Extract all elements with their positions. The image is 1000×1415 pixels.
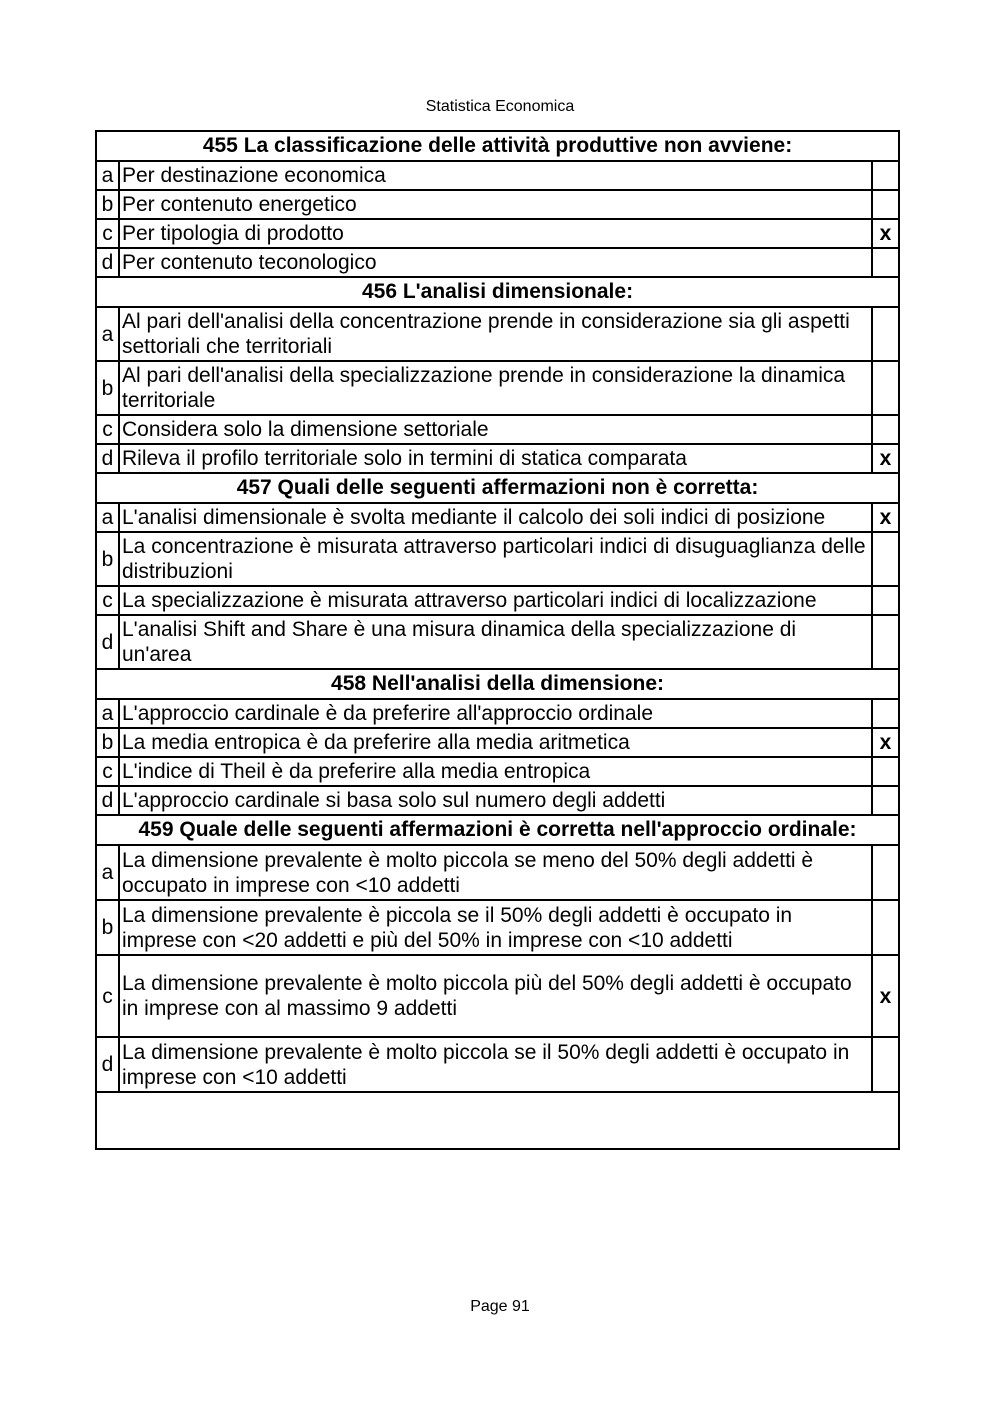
correct-mark — [872, 161, 899, 190]
answer-letter: b — [96, 728, 119, 757]
answer-letter: c — [96, 219, 119, 248]
correct-mark: x — [872, 503, 899, 532]
answer-row — [96, 503, 899, 532]
correct-mark — [872, 900, 899, 955]
answer-letter: c — [96, 415, 119, 444]
answer-text: La dimensione prevalente è molto piccola più del 50% degli addetti è occupato in imprese con al massimo 9 addetti — [119, 955, 872, 1037]
correct-mark: x — [872, 444, 899, 473]
answer-row — [96, 307, 899, 361]
answer-letter: a — [96, 845, 119, 900]
answer-row — [96, 786, 899, 815]
answer-letter: c — [96, 586, 119, 615]
answer-text: La dimensione prevalente è molto piccola se il 50% degli addetti è occupato in imprese con <10 addetti — [119, 1037, 872, 1092]
answer-row — [96, 161, 899, 190]
answer-text: Considera solo la dimensione settoriale — [119, 415, 872, 444]
answer-text: Per destinazione economica — [119, 161, 872, 190]
correct-mark — [872, 248, 899, 277]
answer-row — [96, 190, 899, 219]
answer-text: Per contenuto teconologico — [119, 248, 872, 277]
question-title: 456 L'analisi dimensionale: — [96, 277, 899, 307]
question-title: 459 Quale delle seguenti affermazioni è corretta nell'approccio ordinale: — [96, 815, 899, 845]
correct-mark — [872, 307, 899, 361]
correct-mark — [872, 699, 899, 728]
correct-mark — [872, 786, 899, 815]
page-footer: Page 91 — [470, 1298, 530, 1315]
answer-letter: d — [96, 1037, 119, 1092]
answer-letter: b — [96, 361, 119, 415]
answer-row — [96, 444, 899, 473]
answer-row — [96, 586, 899, 615]
answer-text: Per contenuto energetico — [119, 190, 872, 219]
correct-mark — [872, 845, 899, 900]
question-table — [95, 130, 900, 1150]
answer-letter: b — [96, 190, 119, 219]
answer-letter: b — [96, 900, 119, 955]
empty-row — [96, 1092, 899, 1149]
correct-mark — [872, 615, 899, 669]
answer-letter: b — [96, 532, 119, 586]
answer-row — [96, 532, 899, 586]
answer-row — [96, 248, 899, 277]
answer-row — [96, 1037, 899, 1092]
answer-row — [96, 757, 899, 786]
answer-row — [96, 361, 899, 415]
answer-text: La media entropica è da preferire alla media aritmetica — [119, 728, 872, 757]
correct-mark — [872, 1037, 899, 1092]
page-header: Statistica Economica — [425, 98, 575, 115]
answer-row — [96, 955, 899, 1037]
correct-mark: x — [872, 728, 899, 757]
answer-letter: d — [96, 786, 119, 815]
answer-letter: c — [96, 955, 119, 1037]
answer-row — [96, 728, 899, 757]
correct-mark — [872, 757, 899, 786]
answer-letter: d — [96, 444, 119, 473]
question-row — [96, 815, 899, 845]
correct-mark — [872, 190, 899, 219]
answer-row — [96, 845, 899, 900]
answer-text: Al pari dell'analisi della specializzazione prende in considerazione la dinamica territoriale — [119, 361, 872, 415]
answer-letter: a — [96, 699, 119, 728]
answer-row — [96, 699, 899, 728]
correct-mark — [872, 586, 899, 615]
answer-letter: a — [96, 161, 119, 190]
correct-mark: x — [872, 955, 899, 1037]
answer-text: L'analisi Shift and Share è una misura dinamica della specializzazione di un'area — [119, 615, 872, 669]
question-title: 458 Nell'analisi della dimensione: — [96, 669, 899, 699]
answer-text: Rileva il profilo territoriale solo in termini di statica comparata — [119, 444, 872, 473]
question-title: 457 Quali delle seguenti affermazioni non è corretta: — [96, 473, 899, 503]
question-row — [96, 473, 899, 503]
answer-text: La specializzazione è misurata attraverso particolari indici di localizzazione — [119, 586, 872, 615]
answer-letter: c — [96, 757, 119, 786]
answer-text: L'analisi dimensionale è svolta mediante il calcolo dei soli indici di posizione — [119, 503, 872, 532]
correct-mark — [872, 532, 899, 586]
question-row — [96, 277, 899, 307]
question-row — [96, 131, 899, 161]
empty-cell — [96, 1092, 899, 1149]
answer-row — [96, 615, 899, 669]
question-row — [96, 669, 899, 699]
answer-text: Al pari dell'analisi della concentrazione prende in considerazione sia gli aspetti settoriali che territoriali — [119, 307, 872, 361]
answer-letter: a — [96, 503, 119, 532]
answer-letter: a — [96, 307, 119, 361]
answer-text: La dimensione prevalente è molto piccola se meno del 50% degli addetti è occupato in imprese con <10 addetti — [119, 845, 872, 900]
answer-row — [96, 415, 899, 444]
answer-text: La concentrazione è misurata attraverso particolari indici di disuguaglianza delle distribuzioni — [119, 532, 872, 586]
correct-mark — [872, 415, 899, 444]
correct-mark — [872, 361, 899, 415]
answer-text: Per tipologia di prodotto — [119, 219, 872, 248]
answer-text: L'approccio cardinale è da preferire all'approccio ordinale — [119, 699, 872, 728]
answer-letter: d — [96, 248, 119, 277]
answer-text: L'approccio cardinale si basa solo sul numero degli addetti — [119, 786, 872, 815]
correct-mark: x — [872, 219, 899, 248]
answer-text: L'indice di Theil è da preferire alla media entropica — [119, 757, 872, 786]
answer-row — [96, 219, 899, 248]
question-title: 455 La classificazione delle attività produttive non avviene: — [96, 131, 899, 161]
answer-text: La dimensione prevalente è piccola se il 50% degli addetti è occupato in imprese con <20 addetti e più del 50% in imprese con <10 addetti — [119, 900, 872, 955]
answer-row — [96, 900, 899, 955]
answer-letter: d — [96, 615, 119, 669]
